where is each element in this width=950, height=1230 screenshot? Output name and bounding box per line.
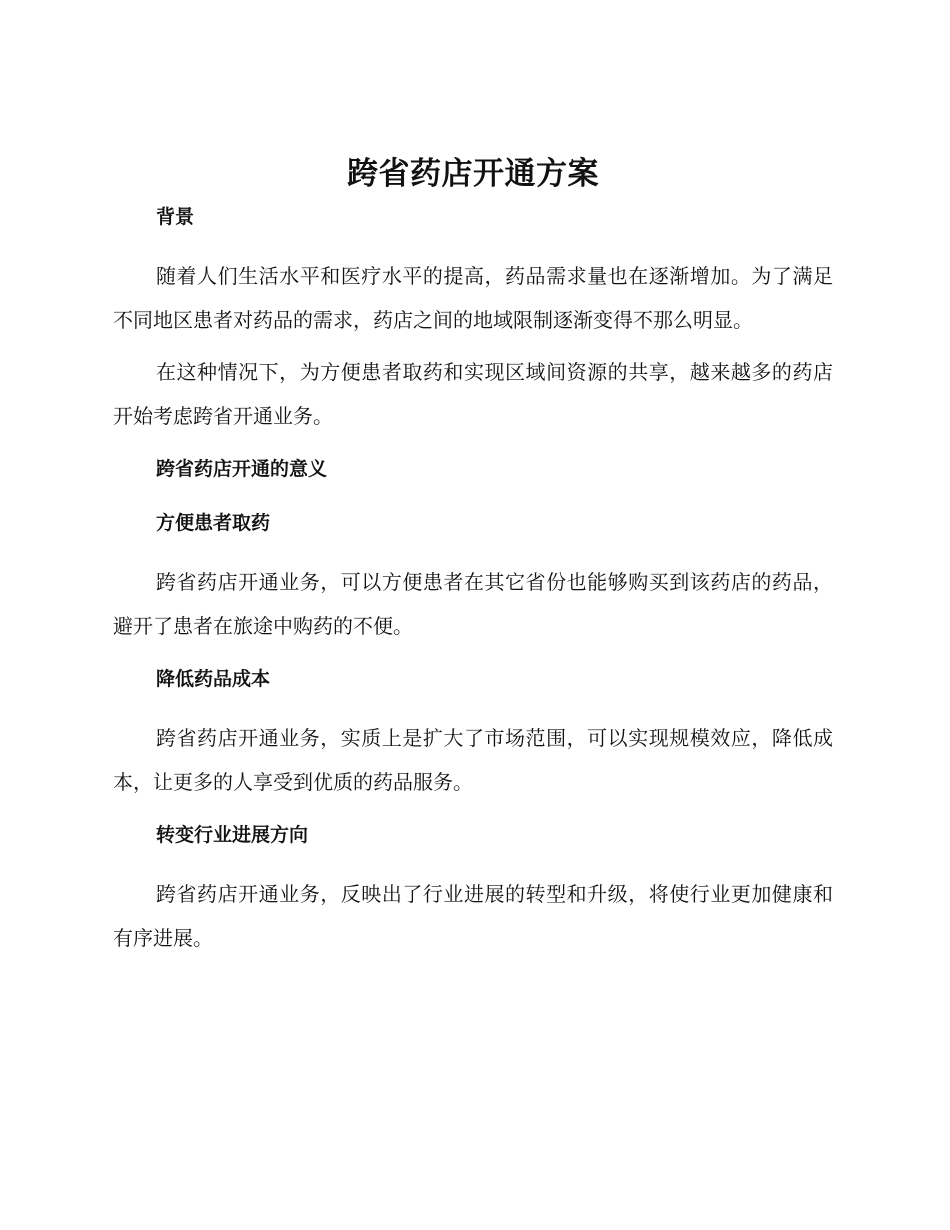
section-heading-significance: 跨省药店开通的意义 [156, 458, 328, 480]
document-body [113, 150, 833, 960]
section-heading-convenience: 方便患者取药 [156, 512, 271, 534]
section-heading-direction: 转变行业进展方向 [156, 824, 309, 846]
paragraph-convenience-1: 跨省药店开通业务，可以方便患者在其它省份也能够购买到该药店的药品，避开了患者在旅途中购药的不便。 [113, 570, 833, 638]
paragraph-background-1: 随着人们生活水平和医疗水平的提高，药品需求量也在逐渐增加。为了满足不同地区患者对药品的需求，药店之间的地域限制逐渐变得不那么明显。 [113, 264, 833, 332]
document-title: 跨省药店开通方案 [347, 156, 599, 192]
paragraph-cost-1: 跨省药店开通业务，实质上是扩大了市场范围，可以实现规模效应，降低成本，让更多的人享受到优质的药品服务。 [113, 726, 833, 794]
paragraph-background-2: 在这种情况下，为方便患者取药和实现区域间资源的共享，越来越多的药店开始考虑跨省开通业务。 [113, 360, 833, 428]
paragraph-direction-1: 跨省药店开通业务，反映出了行业进展的转型和升级，将使行业更加健康和有序进展。 [113, 882, 833, 950]
section-heading-cost: 降低药品成本 [156, 668, 271, 690]
section-heading-background: 背景 [156, 206, 195, 228]
